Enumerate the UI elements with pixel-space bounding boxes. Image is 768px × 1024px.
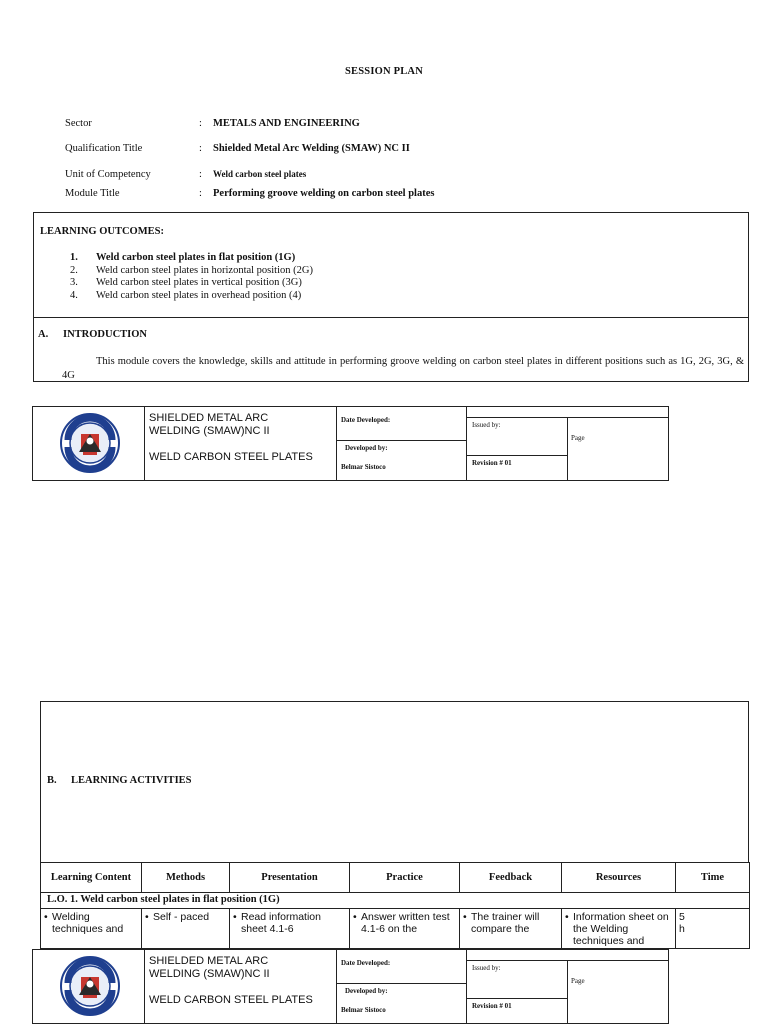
page-cell (567, 417, 669, 481)
item-text: Weld carbon steel plates in vertical position (3G) (96, 277, 302, 288)
column-header: Resources (562, 863, 676, 893)
page-footer (32, 949, 669, 1024)
meta-value: METALS AND ENGINEERING (213, 118, 360, 129)
table-cell: • The trainer will compare the (460, 909, 562, 949)
column-header: Feedback (460, 863, 562, 893)
page-label: Page (571, 434, 585, 442)
date-developed-cell (336, 949, 467, 984)
meta-value: Shielded Metal Arc Welding (SMAW) NC II (213, 143, 410, 154)
meta-label: Module Title (65, 188, 120, 199)
meta-colon: : (199, 169, 202, 180)
logo-cell (32, 949, 145, 1024)
section-letter: B. (47, 775, 57, 786)
meta-label: Sector (65, 118, 92, 129)
developer-name: Belmar Sistoco (341, 1006, 386, 1014)
introduction-heading (38, 329, 147, 340)
issued-by-label: Issued by: (472, 964, 501, 972)
page-cell (567, 960, 669, 1024)
meta-value: Weld carbon steel plates (213, 169, 307, 179)
developed-by-label: Developed by: (345, 987, 388, 995)
list-item (70, 252, 313, 265)
meta-label: Unit of Competency (65, 169, 151, 180)
section-title: LEARNING ACTIVITIES (71, 775, 192, 786)
section-letter: A. (38, 329, 49, 340)
list-item (70, 265, 313, 278)
table-cell: • Answer written test 4.1-6 on the (350, 909, 460, 949)
item-text: Weld carbon steel plates in flat position (1G) (96, 252, 296, 263)
column-header: Methods (142, 863, 230, 893)
page-title: SESSION PLAN (345, 66, 423, 77)
issued-by-label: Issued by: (472, 421, 501, 429)
column-header: Time (676, 863, 750, 893)
module-title-cell (144, 949, 337, 1024)
cell-text: Read information sheet 4.1-6 (241, 911, 321, 935)
developer-name: Belmar Sistoco (341, 463, 386, 471)
developed-by-cell (336, 440, 467, 481)
column-header: Learning Content (41, 863, 142, 893)
item-text: Weld carbon steel plates in horizontal position (2G) (96, 264, 313, 276)
institute-logo-icon (59, 953, 121, 1019)
revision-label: Revision # 01 (472, 459, 512, 467)
module-line: SHIELDED METAL ARC (149, 412, 269, 424)
revision-label: Revision # 01 (472, 1002, 512, 1010)
logo-cell (32, 406, 145, 481)
cell-text: Information sheet on the Welding techniques and (573, 911, 669, 947)
date-developed-label: Date Developed: (341, 416, 391, 424)
cell-text: Answer written test 4.1-6 on the (361, 911, 450, 935)
revision-cell (466, 455, 568, 481)
issued-by-cell (466, 417, 568, 456)
table-row (41, 893, 750, 909)
module-title-cell (144, 406, 337, 481)
meta-colon: : (199, 143, 202, 154)
cell-text: The trainer will compare the (471, 911, 540, 935)
cell-text: Welding techniques and (52, 911, 124, 935)
column-header: Practice (350, 863, 460, 893)
item-number: 1. (70, 252, 78, 263)
learning-outcomes-heading: LEARNING OUTCOMES: (40, 226, 164, 237)
learning-activities-box (40, 701, 749, 863)
learning-outcome-row: L.O. 1. Weld carbon steel plates in flat position (1G) (41, 893, 750, 909)
cell-text: 5 h (679, 911, 685, 935)
introduction-text: This module covers the knowledge, skills and attitude in performing groove welding on carbon steel plates in different positions such as 1G, 2G, 3G, & 4G (62, 356, 744, 381)
table-cell: • Read information sheet 4.1-6 (230, 909, 350, 949)
date-developed-label: Date Developed: (341, 959, 391, 967)
revision-cell (466, 998, 568, 1024)
item-number: 4. (70, 289, 78, 301)
page-footer (32, 406, 669, 481)
list-item (70, 290, 313, 303)
table-row (41, 909, 750, 949)
table-cell: • Welding techniques and (41, 909, 142, 949)
meta-colon: : (199, 118, 202, 129)
issued-by-cell (466, 960, 568, 999)
item-number: 2. (70, 264, 78, 276)
item-number: 3. (70, 277, 78, 288)
table-cell: • Self - paced (142, 909, 230, 949)
meta-value: Performing groove welding on carbon steel plates (213, 188, 435, 199)
developed-by-cell (336, 983, 467, 1024)
section-title: INTRODUCTION (63, 329, 148, 340)
module-line: SHIELDED METAL ARC (149, 955, 269, 967)
learning-outcomes-list (70, 252, 313, 302)
section-divider (34, 317, 748, 318)
learning-activities-heading (47, 775, 192, 786)
table-cell (676, 909, 750, 949)
module-line: WELDING (SMAW)NC II (149, 968, 270, 980)
list-item (70, 277, 313, 290)
meta-colon: : (199, 188, 202, 199)
page-label: Page (571, 977, 585, 985)
date-developed-cell (336, 406, 467, 441)
table-header-row (41, 863, 750, 893)
module-line: WELDING (SMAW)NC II (149, 425, 270, 437)
module-line: WELD CARBON STEEL PLATES (149, 451, 313, 463)
developed-by-label: Developed by: (345, 444, 388, 452)
institute-logo-icon (59, 410, 121, 476)
cell-text: Self - paced (153, 911, 210, 923)
item-text: Weld carbon steel plates in overhead position (4) (96, 289, 302, 301)
learning-outcomes-box (33, 212, 749, 382)
table-cell: • Information sheet on the Welding techniques and (562, 909, 676, 949)
module-line: WELD CARBON STEEL PLATES (149, 994, 313, 1006)
learning-activities-table (40, 862, 750, 949)
column-header: Presentation (230, 863, 350, 893)
meta-label: Qualification Title (65, 143, 143, 154)
